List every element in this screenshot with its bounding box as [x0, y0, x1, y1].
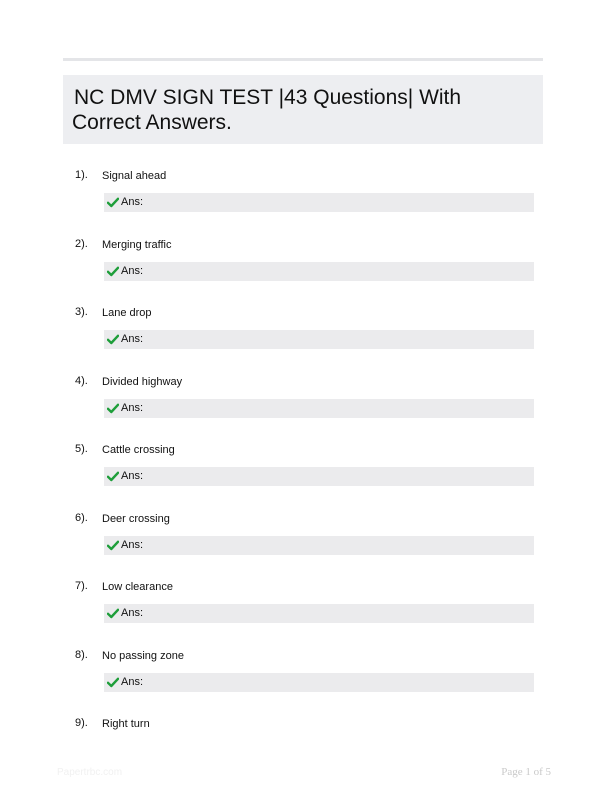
question-text: Lane drop [102, 307, 152, 319]
answer-label: Ans: [121, 401, 144, 414]
answer-bar [104, 330, 534, 349]
question-item [0, 169, 606, 235]
footer-watermark: Papertrbc.com [57, 767, 123, 778]
document-title: NC DMV SIGN TEST |43 Questions| With Correct Answers. [72, 86, 462, 134]
answer-bar [104, 673, 534, 692]
check-icon [107, 197, 119, 208]
question-text: Right turn [102, 718, 150, 730]
question-number: 8). [75, 648, 88, 661]
question-text: Cattle crossing [102, 444, 175, 456]
answer-bar [104, 604, 534, 623]
check-icon [107, 266, 119, 277]
question-text: Divided highway [102, 375, 183, 388]
question-number: 9). [75, 717, 88, 729]
question-item [0, 580, 606, 646]
top-divider [63, 58, 543, 61]
answer-label: Ans: [121, 607, 144, 619]
question-text: Signal ahead [102, 170, 167, 182]
check-icon [107, 540, 119, 551]
answer-label: Ans: [121, 196, 144, 208]
question-item [0, 511, 606, 578]
answer-bar [104, 262, 534, 281]
answer-bar [104, 193, 534, 212]
answer-label: Ans: [121, 333, 144, 345]
check-icon [107, 608, 119, 619]
answer-label: Ans: [121, 538, 144, 551]
answer-bar [104, 399, 534, 418]
question-item [0, 374, 606, 441]
question-text: Merging traffic [102, 238, 172, 251]
answer-label: Ans: [121, 264, 144, 277]
answer-bar [104, 536, 534, 555]
page-indicator: Page 1 of 5 [501, 766, 551, 778]
question-number: 1). [75, 169, 88, 181]
answer-label: Ans: [121, 675, 144, 688]
title-box [63, 75, 543, 144]
question-number: 4). [75, 374, 88, 387]
question-number: 7). [75, 580, 88, 592]
check-icon [107, 677, 119, 688]
question-number: 6). [75, 511, 88, 524]
question-item [0, 237, 606, 304]
check-icon [107, 334, 119, 345]
answer-label: Ans: [121, 470, 144, 482]
question-item [0, 443, 606, 509]
question-number: 2). [75, 237, 88, 250]
question-text: Low clearance [102, 581, 173, 593]
check-icon [107, 403, 119, 414]
check-icon [107, 471, 119, 482]
answer-bar [104, 467, 534, 486]
question-number: 3). [75, 306, 88, 318]
question-text: No passing zone [102, 649, 184, 662]
question-item [0, 306, 606, 372]
question-text: Deer crossing [102, 512, 170, 525]
question-number: 5). [75, 443, 88, 455]
question-item [0, 648, 606, 715]
